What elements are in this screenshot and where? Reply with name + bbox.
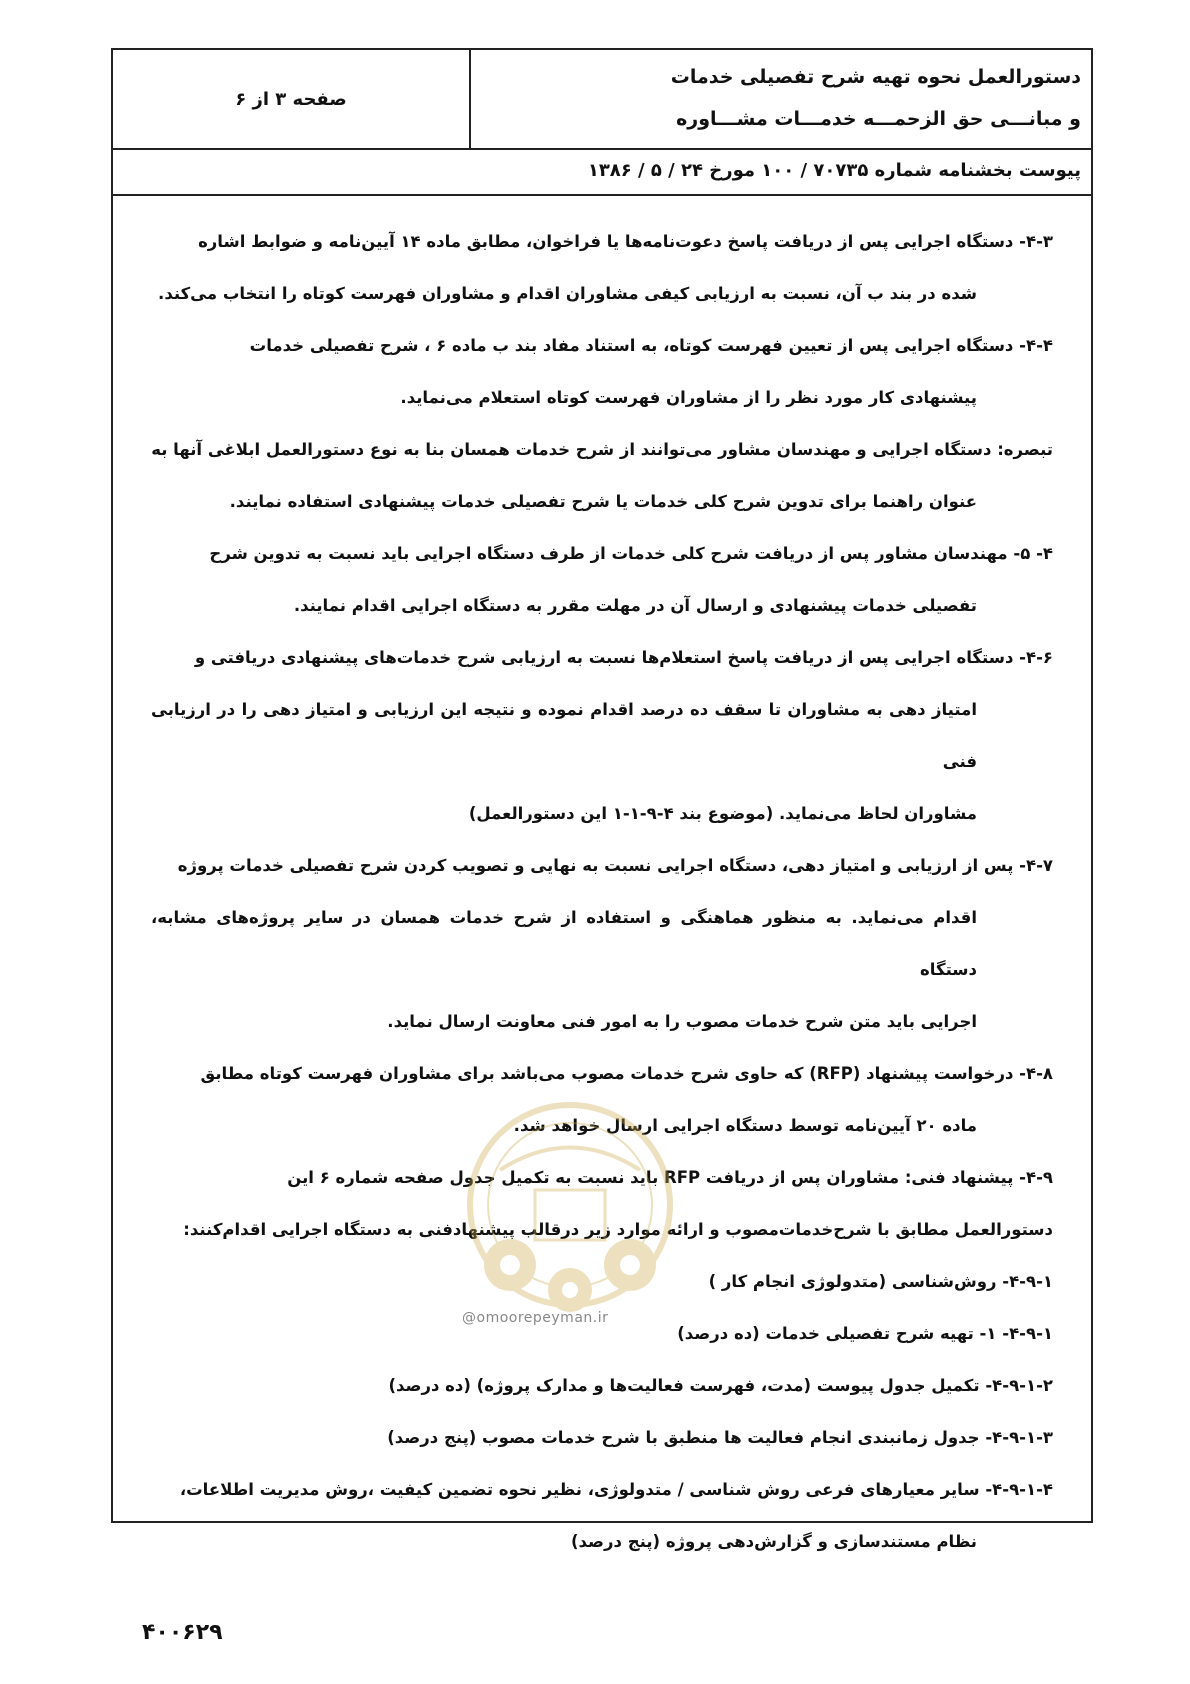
paragraph-line: تبصره: دستگاه اجرایی و مهندسان مشاور می‌توانند از شرح خدمات همسان بنا به نوع دستورالعمل ابلاغی آنها به — [151, 440, 1053, 459]
paragraph-line: اقدام می‌نماید. به منظور هماهنگی و استفاده از شرح خدمات همسان در سایر پروژه‌های مشابه، دستگاه — [151, 908, 977, 979]
paragraph-4-5 — [151, 528, 1053, 632]
paragraph-line: شده در بند ب آن، نسبت به ارزیابی کیفی مشاوران اقدام و مشاوران فهرست کوتاه را انتخاب می‌کند. — [158, 284, 977, 303]
paragraph-line: دستورالعمل مطابق با شرح‌خدمات‌مصوب و ارائه موارد زیر درقالب پیشنهادفنی به دستگاه اجرایی اقدام‌کنند: — [183, 1220, 1053, 1239]
header-row — [113, 50, 1091, 150]
paragraph-line: امتیاز دهی به مشاوران تا سقف ده درصد اقدام نموده و نتیجه این ارزیابی و امتیاز دهی را در ارزیابی فنی — [151, 700, 977, 771]
sub-item: ۴-۹-۱-۴- سایر معیارهای فرعی روش شناسی / متدولوژی، نظیر نحوه تضمین کیفیت ،روش مدیریت اطلاعات، — [179, 1480, 1053, 1499]
paragraph-line: ۴-۴- دستگاه اجرایی پس از تعیین فهرست کوتاه، به استناد مفاد بند ب ماده ۶ ، شرح تفصیلی خدمات — [249, 336, 1053, 355]
paragraph-line: ۴-۸- درخواست پیشنهاد (RFP) که حاوی شرح خدمات مصوب می‌باشد برای مشاوران فهرست کوتاه مطابق — [200, 1064, 1053, 1083]
paragraph-line: ۴-۳- دستگاه اجرایی پس از دریافت پاسخ دعوت‌نامه‌ها یا فراخوان، مطابق ماده ۱۴ آیین‌نامه و ضوابط اشاره — [198, 232, 1053, 251]
paragraph-line: ماده ۲۰ آیین‌نامه توسط دستگاه اجرایی ارسال خواهد شد. — [513, 1116, 977, 1135]
paragraph-line: ۴-۷- پس از ارزیابی و امتیاز دهی، دستگاه اجرایی نسبت به نهایی و تصویب کردن شرح تفصیلی خدمات پروژه — [177, 856, 1053, 875]
sub-item: ۴-۹-۱- ۱- تهیه شرح تفصیلی خدمات (ده درصد) — [677, 1324, 1053, 1343]
paragraph-line: عنوان راهنما برای تدوین شرح کلی خدمات یا شرح تفصیلی خدمات پیشنهادی استفاده نمایند. — [229, 492, 977, 511]
paragraph-line: مشاوران لحاظ می‌نماید. (موضوع بند ۴-۹-۱-۱ این دستورالعمل) — [468, 804, 977, 823]
paragraph-line: ۴-۶- دستگاه اجرایی پس از دریافت پاسخ استعلام‌ها نسبت به ارزیابی شرح خدمات‌های پیشنهادی دریافتی و — [194, 648, 1053, 667]
title-line-1: دستورالعمل نحوه تهیه شرح تفصیلی خدمات — [670, 66, 1081, 88]
sub-item: ۴-۹-۱-۳- جدول زمانبندی انجام فعالیت ها منطبق با شرح خدمات مصوب (پنج درصد) — [387, 1428, 1053, 1447]
paragraph-line: اجرایی باید متن شرح خدمات مصوب را به امور فنی معاونت ارسال نماید. — [387, 1012, 977, 1031]
sub-item: ۴-۹-۱- روش‌شناسی (متدولوژی انجام کار ) — [708, 1272, 1053, 1291]
paragraph-4-3 — [151, 216, 1053, 320]
watermark-text: @omoorepeyman.ir — [462, 1310, 609, 1326]
watermark-logo — [440, 1095, 700, 1345]
document-title — [471, 50, 1091, 148]
page-number-label: صفحه ۳ از ۶ — [113, 50, 471, 148]
title-line-2: و مبانـــی حق الزحمـــه خدمـــات مشـــاوره — [676, 108, 1081, 130]
paragraph-4-4 — [151, 320, 1053, 424]
paragraph-4-7 — [151, 840, 1053, 1048]
paragraph-line: ۴-۹- پیشنهاد فنی: مشاوران پس از دریافت RFP باید نسبت به تکمیل جدول صفحه شماره ۶ این — [287, 1168, 1053, 1187]
attachment-line: پیوست بخشنامه شماره ۷۰۷۳۵ / ۱۰۰ مورخ ۲۴ / ۵ / ۱۳۸۶ — [113, 148, 1091, 196]
paragraph-line: پیشنهادی کار مورد نظر را از مشاوران فهرست کوتاه استعلام می‌نماید. — [400, 388, 977, 407]
footer-document-number: ۴۰۰۶۲۹ — [142, 1620, 223, 1645]
sub-item: ۴-۹-۱-۲- تکمیل جدول پیوست (مدت، فهرست فعالیت‌ها و مدارک پروژه) (ده درصد) — [388, 1376, 1053, 1395]
document-body — [113, 216, 1091, 1568]
paragraph-line: تفصیلی خدمات پیشنهادی و ارسال آن در مهلت مقرر به دستگاه اجرایی اقدام نمایند. — [293, 596, 977, 615]
paragraph-note — [151, 424, 1053, 528]
paragraph-line: ۴- ۵- مهندسان مشاور پس از دریافت شرح کلی خدمات از طرف دستگاه اجرایی باید نسبت به تدوین شرح — [209, 544, 1053, 563]
paragraph-4-6 — [151, 632, 1053, 840]
sub-item-continuation: نظام مستندسازی و گزارش‌دهی پروژه (پنج درصد) — [570, 1532, 977, 1551]
